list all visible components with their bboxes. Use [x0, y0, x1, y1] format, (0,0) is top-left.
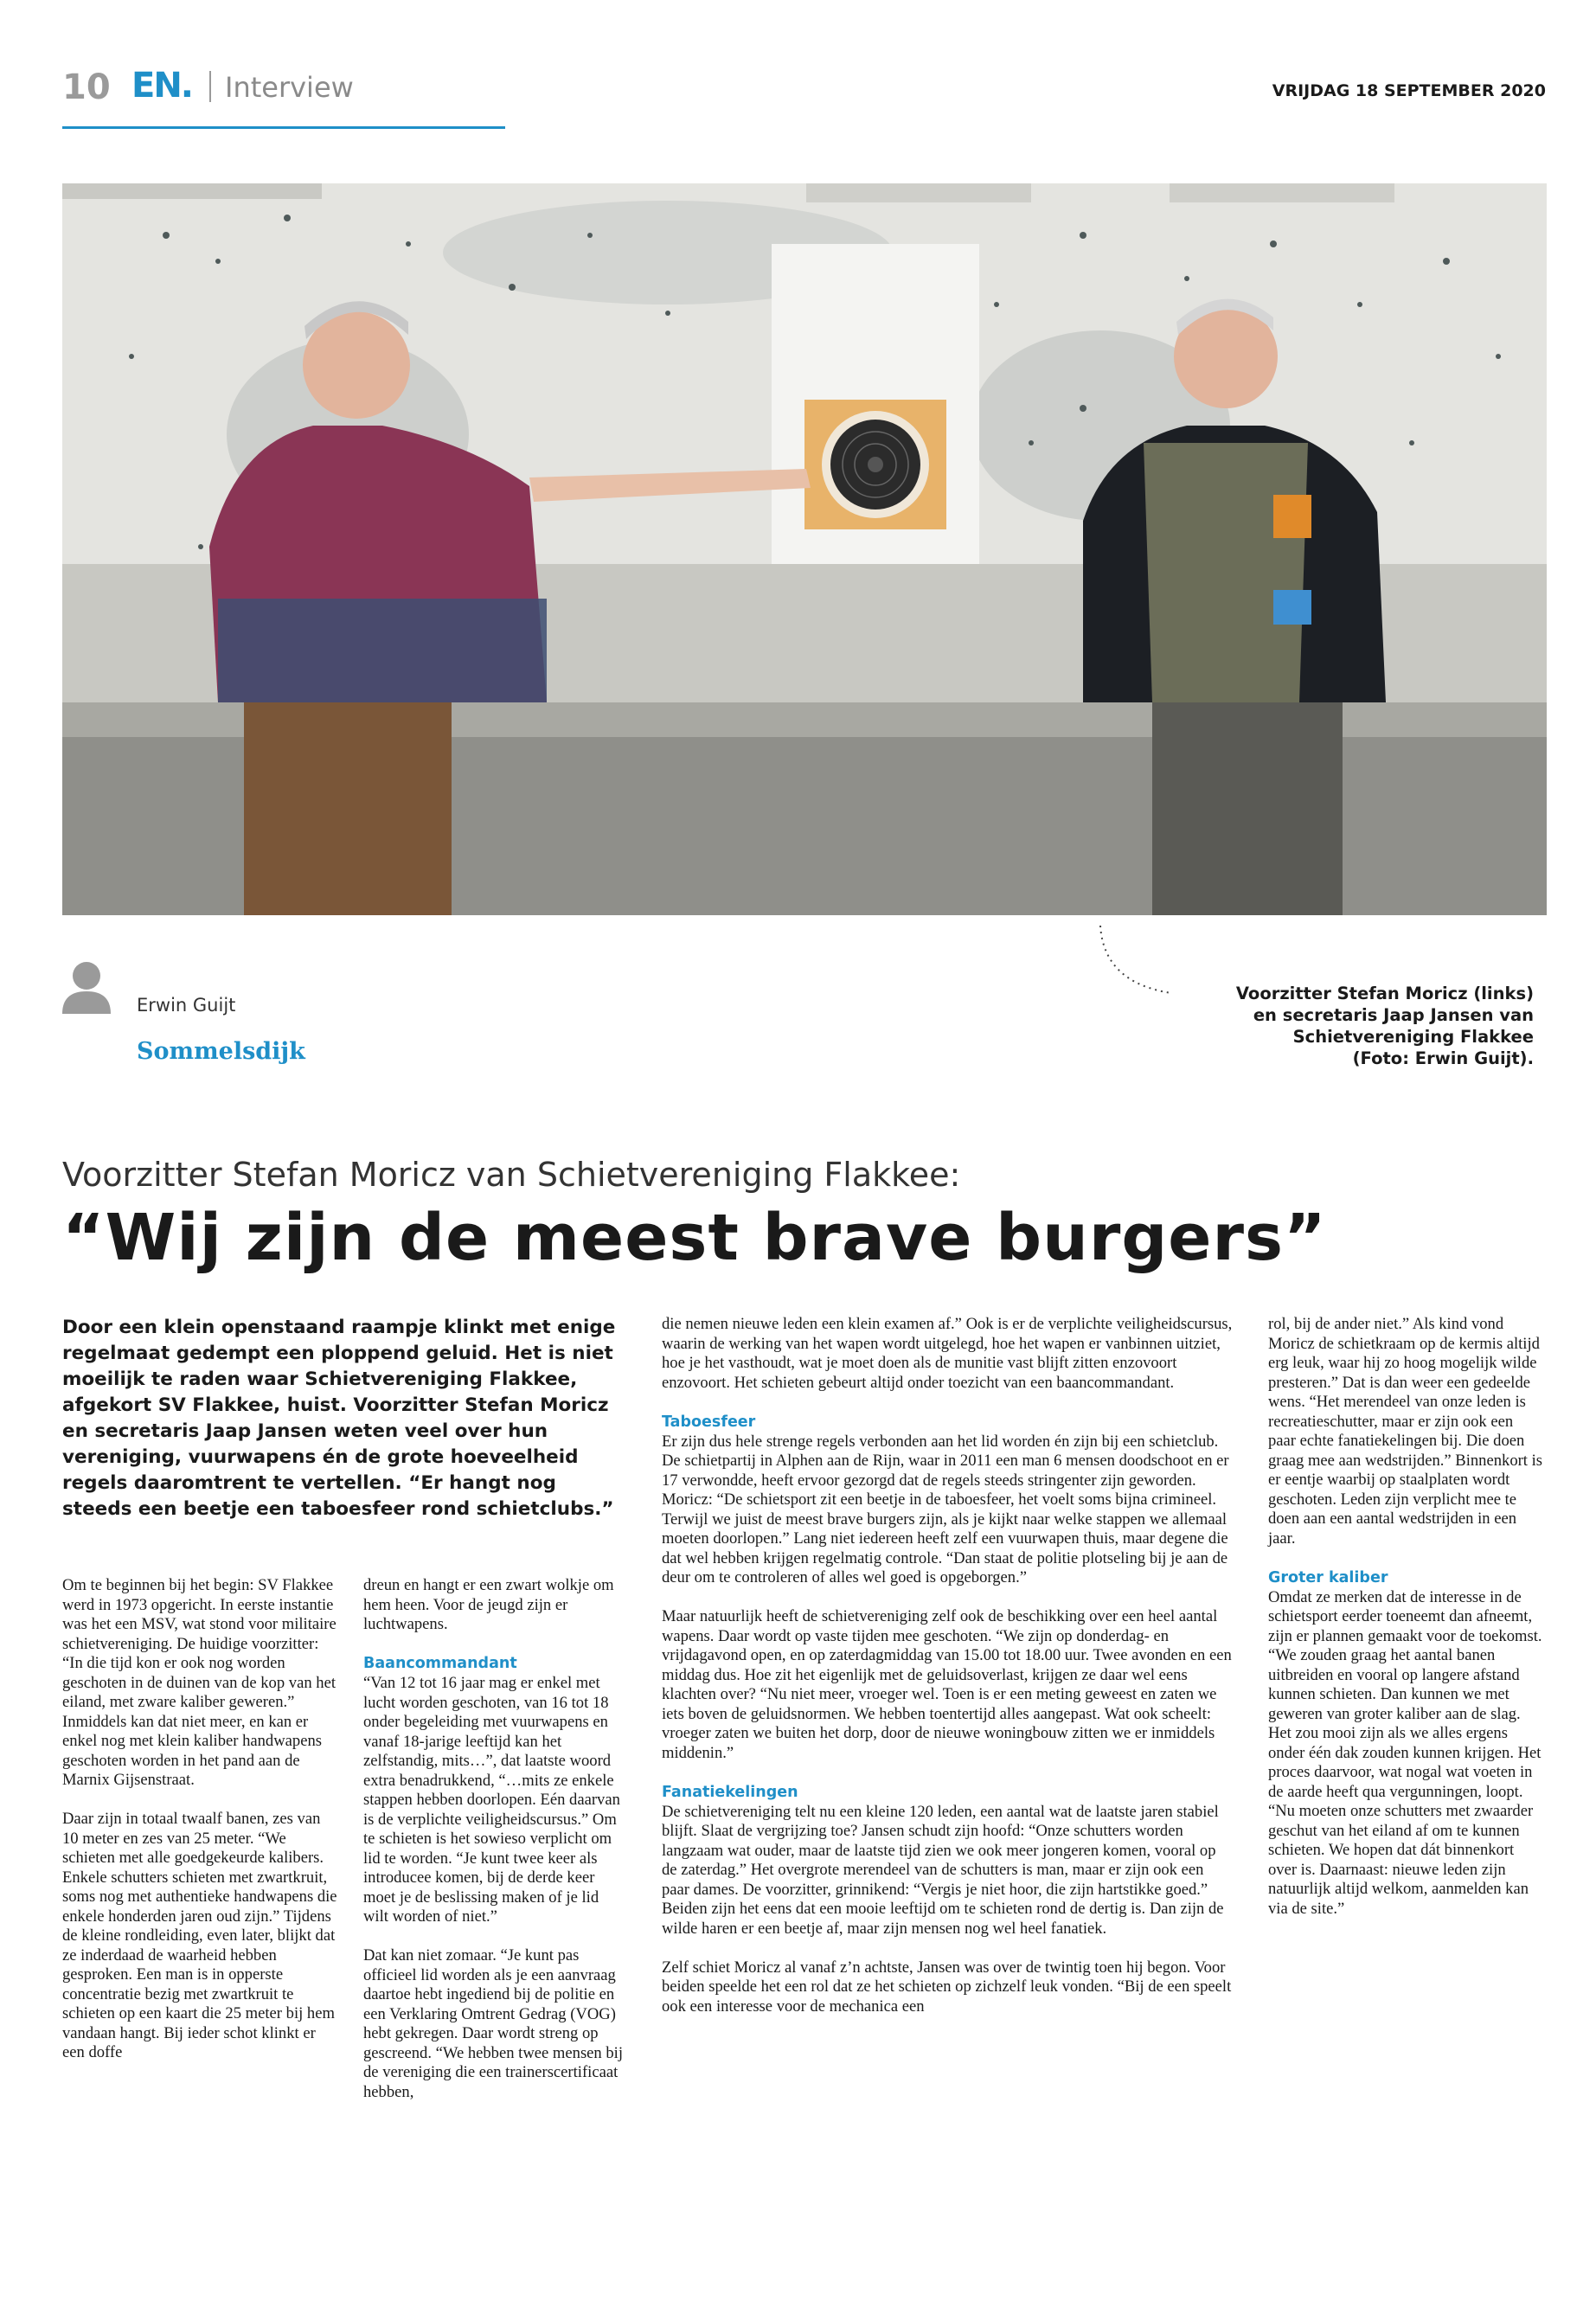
paragraph: die nemen nieuwe leden een klein examen af.” Ook is er de verplichte veiligheidscursus, waarin de werking van het wapen wordt uitgelegd, hoe het wapen er vanbinnen uitziet, hoe je het vasthoudt, wat je moet doen als de munitie vast blijft zitten enzovoort enzovoort. Het schieten gebeurt altijd onder toezicht van een baancommandant.	[662, 1315, 1233, 1392]
article-intro: Door een klein openstaand raampje klinkt met enige regelmaat gedempt een ploppend geluid. Het is niet moeilijk te raden waar Schietvereniging Flakkee, afgekort SV Flakkee, huist. Voorzitter Stefan Moricz en secretaris Jaap Jansen weten veel over hun vereniging, vuurwapens én de grote hoeveelheid regels daaromtrent te vertellen. “Er hangt nog steeds een beetje een taboesfeer rond schietclubs.”	[62, 1317, 616, 1520]
author-avatar-icon	[62, 958, 111, 1014]
subheading-baancommandant: Baancommandant	[363, 1655, 517, 1672]
article-column-4	[1268, 1315, 1543, 1939]
paragraph: Omdat ze merken dat de interesse in de schietsport eerder toeneemt dan afneemt, zijn er plannen gemaakt voor de toekomst. “We zouden graag het aantal banen uitbreiden en vooral op langere afstand kunnen schieten. Dan kunnen we met geweren van groter kaliber aan de slag. Het zou mooi zijn als we alles ergens onder één dak zouden kunnen krijgen. Het proces daarvoor, wat nogal wat voeten in de aarde heeft qua vergunningen, loopt. “Nu moeten onze schutters met zwaarder geschut van het eiland af om te kunnen schieten. We hopen dat dát binnenkort over is. Daarnaast: nieuwe leden zijn natuurlijk altijd welkom, aanmelden kan via de site.”	[1268, 1587, 1542, 1918]
page-header	[62, 61, 1546, 112]
header-rule	[62, 126, 505, 129]
caption-line: Schietvereniging Flakkee	[1292, 1027, 1534, 1047]
section-label: Interview	[225, 71, 354, 104]
article-column-3	[662, 1315, 1233, 2036]
subheading-groter-kaliber: Groter kaliber	[1268, 1568, 1388, 1586]
dateline: Sommelsdijk	[137, 1038, 305, 1065]
paragraph: dreun en hangt er een zwart wolkje om hem heen. Voor de jeugd zijn er luchtwapens.	[363, 1576, 614, 1633]
paragraph: Daar zijn in totaal twaalf banen, zes van 10 meter en zes van 25 meter. “We schieten met alle goedgekeurde kalibers. Enkele schutters schieten met zwartkruit, soms nog met authentieke handwapens die enkele honderden jaren oud zijn.” Tijdens de kleine rondleiding, even later, blijkt dat ze inderdaad de waarheid hebben gesproken. Een man is in opperste concentratie bezig met zwartkruit te schieten op een kaart die 25 meter bij hem vandaan hangt. Bij ieder schot klinkt er een doffe	[62, 1810, 337, 2061]
paragraph: rol, bij de ander niet.” Als kind vond Moricz de schietkraam op de kermis altijd erg leuk, waar hij zo hoog mogelijk wilde presteren.” Dat is dan weer een gedeelde wens. “Het merendeel van onze leden is recreatieschutter, maar er zijn ook een paar echte fanatiekelingen bij. Die doen graag mee aan wedstrijden.” Binnenkort is er eentje waarbij op staalplaten wordt geschoten. Leden zijn verplicht mee te doen aan een aantal wedstrijden in een jaar.	[1268, 1315, 1543, 1548]
article-photo	[62, 183, 1547, 915]
paragraph: Om te beginnen bij het begin: SV Flakkee werd in 1973 opgericht. In eerste instantie was het een MSV, wat stond voor militaire schietvereniging. De huidige voorzitter: “In die tijd kon er ook nog worden geschoten in de duinen van de kop van het eiland, met zware kaliber geweren.” Inmiddels kan dat niet meer, en kan er enkel nog met klein kaliber handwapens geschoten worden in het pand aan de Marnix Gijsenstraat.	[62, 1576, 337, 1789]
issue-date: VRIJDAG 18 SEPTEMBER 2020	[1272, 81, 1546, 100]
author-name: Erwin Guijt	[137, 995, 236, 1016]
page-number: 10	[62, 67, 111, 107]
caption-line: (Foto: Erwin Guijt).	[1352, 1048, 1534, 1068]
subheading-taboesfeer: Taboesfeer	[662, 1413, 756, 1431]
paragraph: Dat kan niet zomaar. “Je kunt pas officieel lid worden als je een aanvraag daartoe hebt ingediend bij de politie en een Verklaring Omtrent Gedrag (VOG) hebt gekregen. Daar wordt streng op gescreend. “We hebben twee mensen bij de vereniging die een trainerscertificaat hebben,	[363, 1946, 624, 2101]
paragraph: De schietvereniging telt nu een kleine 120 leden, een aantal wat de laatste jaren stabiel blijft. Slaat de vergrijzing toe? Jansen schudt zijn hoofd: “Onze schutters worden langzaam wat ouder, maar de laatste tijd zien we ook meer jongeren komen, vooral op de zaterdag.” Het overgrote merendeel van de schutters is man, maar er zijn ook een paar dames. De voorzitter, grinnikend: “Vergis je niet hoor, die zijn hartstikke goed.” Beiden zijn het eens dat een mooie leeftijd om te schieten rond de dertig is. Dan zijn de wilde haren er een beetje af, maar zijn mensen nog wel heel fanatiek.	[662, 1802, 1224, 1938]
shooting-range-photo	[62, 183, 1547, 915]
caption-line: en secretaris Jaap Jansen van	[1253, 1005, 1534, 1025]
header-divider	[209, 71, 211, 102]
headline-title: “Wij zijn de meest brave burgers”	[62, 1201, 1327, 1275]
newspaper-logo: EN.	[131, 66, 192, 106]
caption-line: Voorzitter Stefan Moricz (links)	[1235, 984, 1534, 1003]
paragraph: “Van 12 tot 16 jaar mag er enkel met lucht worden geschoten, van 16 tot 18 onder begeleiding met vuurwapens en vanaf 18-jarige leeftijd kan het zelfstandig, mits…”, dat laatste woord extra benadrukkend, “…mits ze enkele stappen hebben doorlopen. Eén daarvan is de verplichte veiligheidscursus.” Om te schieten is het sowieso verplicht om lid te worden. “Je kunt twee keer als introducee komen, bij de derde keer moet je de beslissing maken of je lid wilt worden of niet.”	[363, 1674, 620, 1926]
headline-kicker: Voorzitter Stefan Moricz van Schietvereniging Flakkee:	[62, 1156, 961, 1194]
paragraph: Zelf schiet Moricz al vanaf z’n achtste, Jansen was over de twintig toen hij begon. Voor beiden speelde het een rol dat ze het schieten op zichzelf leuk vonden. “Bij de een speelt ook een interesse voor de mechanica een	[662, 1958, 1232, 2016]
article-column-1	[62, 1576, 337, 2082]
article-column-2	[363, 1576, 623, 2122]
paragraph: Maar natuurlijk heeft de schietvereniging zelf ook de beschikking over een heel aantal wapens. Daar wordt op vaste tijden mee geschoten. “We zijn op donderdag- en vrijdagavond open, en op zaterdagmiddag van 15.00 tot 18.00 uur. Twee avonden en een middag dus. Hoe zit het eigenlijk met de geluidsoverlast, krijgen ze daar wel eens klachten over? “Nu niet meer, vroeger wel. Toen is er een meting geweest en zaten we iets boven de geluidsnormen. We hebben toentertijd alles aangepast. Wat ook scheelt: vroeger zaten we buiten het dorp, door de nieuwe woningbouw zitten we er inmiddels middenin.”	[662, 1607, 1232, 1762]
paragraph: Er zijn dus hele strenge regels verbonden aan het lid worden én zijn bij een schietclub. De schietpartij in Alphen aan de Rijn, waar in 2011 een man 6 mensen doodschoot en er 17 verwondde, heeft ervoor gezorgd dat de regels steeds stringenter zijn geworden. Moricz: “De schietsport zit een beetje in de taboesfeer, het voelt soms bijna crimineel. Terwijl we juist de meest brave burgers zijn, als je kijkt naar welke stappen we allemaal moeten doorlopen.” Lang niet iedereen heeft zelf een vuurwapen thuis, maar degene die dat wel hebben krijgen regelmatig controle. “Dan staat de politie plotseling bij je aan de deur om te controleren of alles wel goed is opgeborgen.”	[662, 1432, 1229, 1586]
photo-caption	[1101, 983, 1534, 1069]
subheading-fanatiekelingen: Fanatiekelingen	[662, 1783, 798, 1801]
